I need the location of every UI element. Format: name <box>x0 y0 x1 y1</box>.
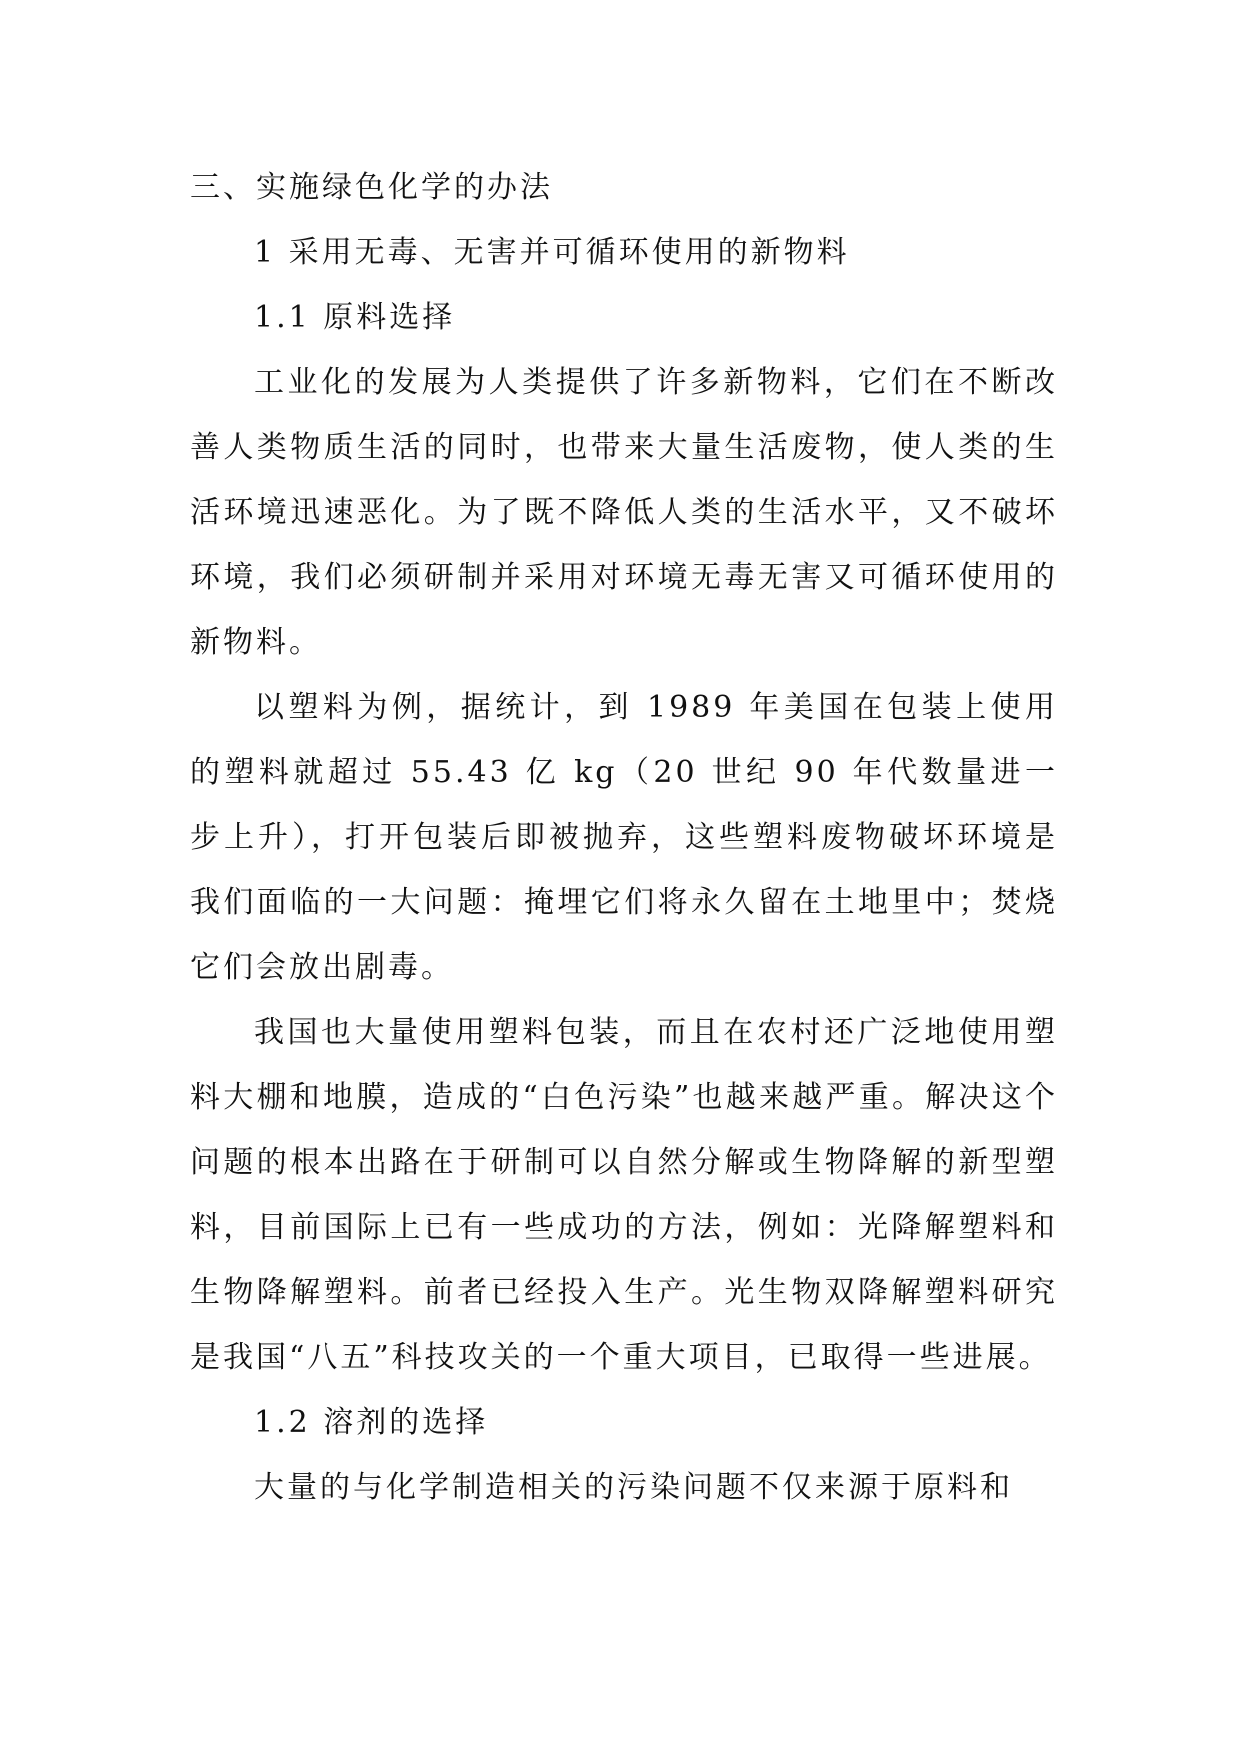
paragraph-plastics-example: 以塑料为例，据统计，到 1989 年美国在包装上使用的塑料就超过 55.43 亿 kg（20 世纪 90 年代数量进一步上升），打开包装后即被抛弃，这些塑料废物破坏环境是我们面临的一大问题：掩埋它们将永久留在土地里中；焚烧它们会放出剧毒。 <box>190 690 1058 985</box>
paragraph-new-materials: 工业化的发展为人类提供了许多新物料，它们在不断改善人类物质生活的同时，也带来大量生活废物，使人类的生活环境迅速恶化。为了既不降低人类的生活水平，又不破坏环境，我们必须研制并采用对环境无毒无害又可循环使用的新物料。 <box>190 365 1058 660</box>
subheading-1: 1 采用无毒、无害并可循环使用的新物料 <box>254 235 850 270</box>
paragraph-solvents: 大量的与化学制造相关的污染问题不仅来源于原料和 <box>254 1470 1013 1505</box>
paragraph-white-pollution: 我国也大量使用塑料包装，而且在农村还广泛地使用塑料大棚和地膜，造成的“白色污染”也越来越严重。解决这个问题的根本出路在于研制可以自然分解或生物降解的新型塑料，目前国际上已有一些成功的方法，例如：光降解塑料和生物降解塑料。前者已经投入生产。光生物双降解塑料研究是我国“八五”科技攻关的一个重大项目，已取得一些进展。 <box>190 1015 1058 1375</box>
document-body <box>190 155 1058 1520</box>
section-heading: 三、实施绿色化学的办法 <box>190 170 553 205</box>
subheading-1-2: 1.2 溶剂的选择 <box>254 1405 489 1440</box>
subheading-1-1: 1.1 原料选择 <box>254 300 456 335</box>
